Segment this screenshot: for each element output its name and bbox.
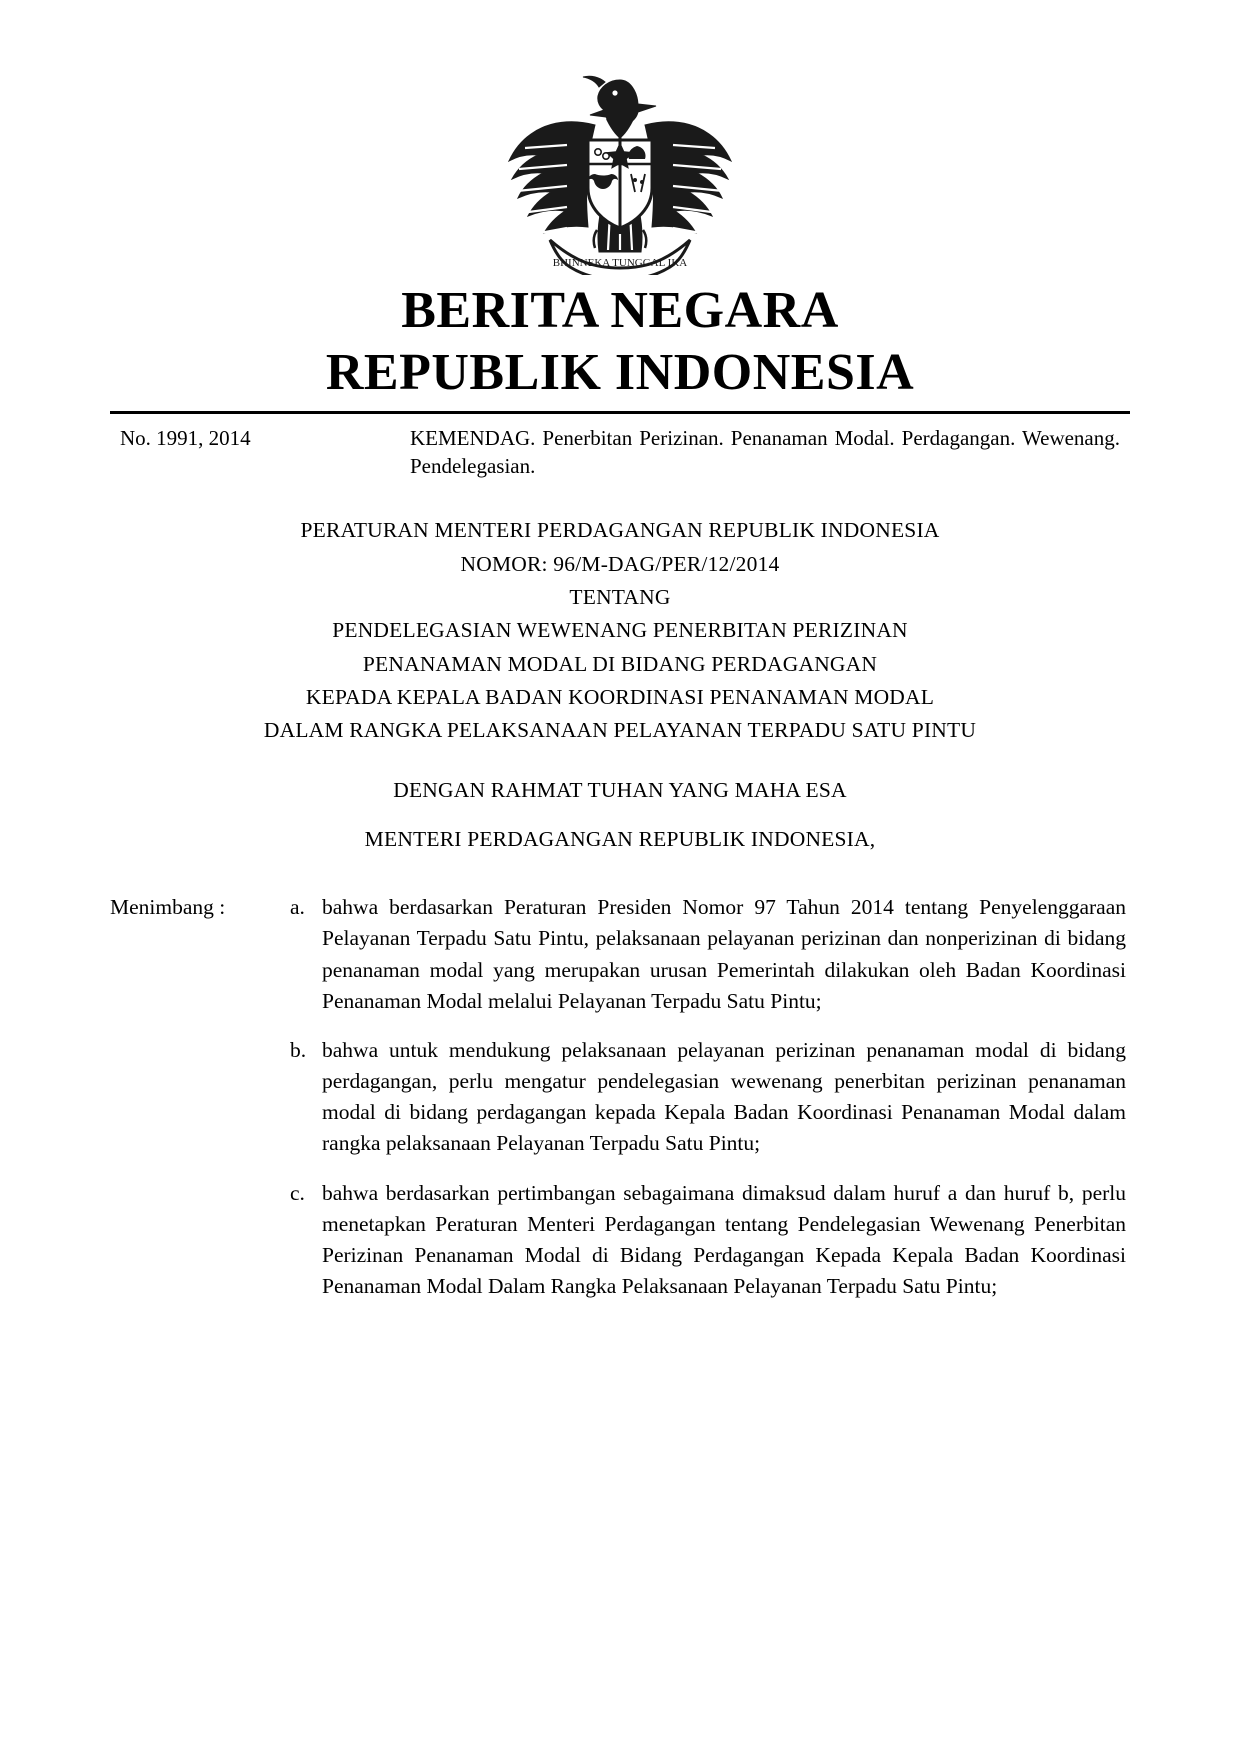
considerations-label: Menimbang : xyxy=(110,895,226,920)
title-line-2: NOMOR: 96/M-DAG/PER/12/2014 xyxy=(460,551,780,576)
consideration-item-b xyxy=(110,1035,1130,1160)
title-line-7: DALAM RANGKA PELAKSANAAN PELAYANAN TERPADU SATU PINTU xyxy=(263,718,977,743)
masthead xyxy=(110,281,1130,403)
consideration-letter-c: c. xyxy=(290,1180,305,1205)
masthead-divider xyxy=(110,411,1130,414)
title-line-4: PENDELEGASIAN WEWENANG PENERBITAN PERIZINAN xyxy=(332,618,908,643)
title-line-6: KEPADA KEPALA BADAN KOORDINASI PENANAMAN MODAL xyxy=(305,684,935,709)
authority-line: MENTERI PERDAGANGAN REPUBLIK INDONESIA, xyxy=(364,826,876,851)
blessing-line: DENGAN RAHMAT TUHAN YANG MAHA ESA xyxy=(393,778,847,803)
title-line-3: TENTANG xyxy=(569,584,671,609)
title-line-5: PENANAMAN MODAL DI BIDANG PERDAGANGAN xyxy=(362,651,878,676)
gazette-subject: KEMENDAG. Penerbitan Perizinan. Penanaman Modal. Perdagangan. Wewenang. Pendelegasian. xyxy=(410,425,1120,478)
regulation-title-block xyxy=(110,514,1130,747)
consideration-item-c xyxy=(110,1178,1130,1303)
garuda-pancasila-emblem xyxy=(110,70,1130,275)
header-info-row xyxy=(110,424,1130,481)
title-line-1: PERATURAN MENTERI PERDAGANGAN REPUBLIK INDONESIA xyxy=(300,518,940,543)
consideration-letter-b: b. xyxy=(290,1037,307,1062)
masthead-line-1: BERITA NEGARA xyxy=(401,282,839,339)
consideration-text-a: bahwa berdasarkan Peraturan Presiden Nomor 97 Tahun 2014 tentang Penyelenggaraan Pelayanan Terpadu Satu Pintu, pelaksanaan pelayanan perizinan dan nonperizinan di bidang penanaman modal yang merupakan urusan Pemerintah dilakukan oleh Badan Koordinasi Penanaman Modal melalui Pelayanan Terpadu Satu Pintu; xyxy=(322,895,1126,1013)
consideration-text-c: bahwa berdasarkan pertimbangan sebagaimana dimaksud dalam huruf a dan huruf b, perlu menetapkan Peraturan Menteri Perdagangan tentang Pendelegasian Wewenang Penerbitan Perizinan Penanaman Modal di Bidang Perdagangan Kepada Kepala Badan Koordinasi Penanaman Modal Dalam Rangka Pelaksanaan Pelayanan Terpadu Satu Pintu; xyxy=(322,1180,1126,1299)
emblem-motto: BHINNEKA TUNGGAL IKA xyxy=(552,257,688,269)
consideration-item-a xyxy=(110,892,1130,1017)
consideration-letter-a: a. xyxy=(290,895,305,920)
masthead-line-2: REPUBLIK INDONESIA xyxy=(325,343,915,401)
invocation-block xyxy=(110,773,1130,856)
consideration-text-b: bahwa untuk mendukung pelaksanaan pelayanan perizinan penanaman modal di bidang perdagangan, perlu mengatur pendelegasian wewenang penerbitan perizinan penanaman modal di bidang perdagangan kepada Kepala Badan Koordinasi Penanaman Modal dalam rangka pelaksanaan Pelayanan Terpadu Satu Pintu; xyxy=(322,1037,1126,1156)
gazette-number: No. 1991, 2014 xyxy=(120,425,251,450)
considerations-section xyxy=(110,892,1130,1302)
